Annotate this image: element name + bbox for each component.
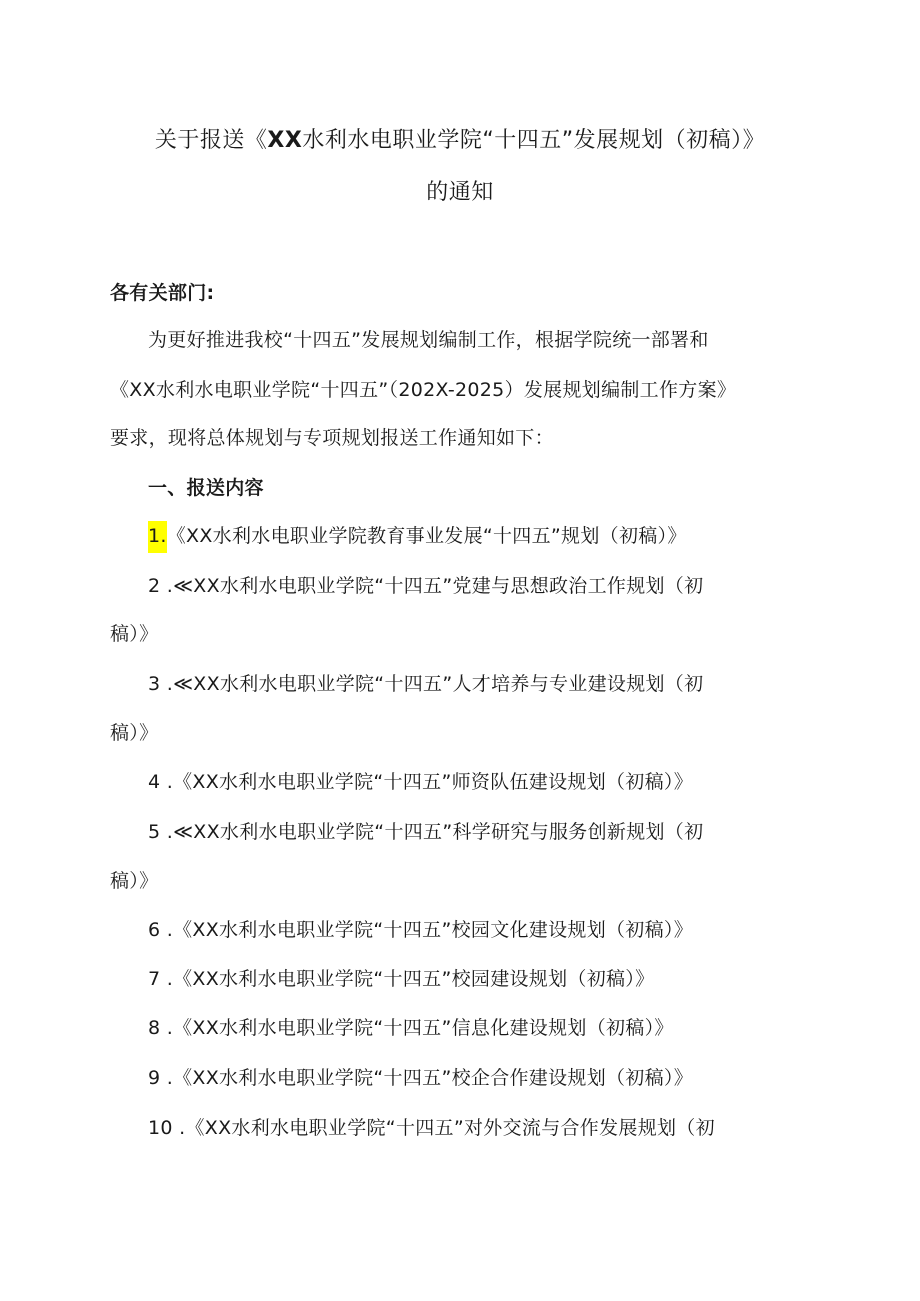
item-text: 《XX水利水电职业学院“十四五”师资队伍建设规划（初稿）》 [173, 771, 693, 793]
list-item [148, 1014, 674, 1042]
item-text: 《XX水利水电职业学院“十四五”校企合作建设规划（初稿）》 [173, 1067, 693, 1089]
list-item-continuation: 稿）》 [110, 623, 159, 645]
item-number: 9 . [148, 1067, 174, 1089]
item-text: 《XX水利水电职业学院教育事业发展“十四五”规划（初稿）》 [166, 525, 687, 547]
title-suffix: 水利水电职业学院“十四五”发展规划（初稿）》 [302, 128, 766, 153]
item-number-highlighted: 1. [148, 521, 167, 553]
list-item-continuation: 稿）》 [110, 722, 159, 744]
item-number: 8 . [148, 1017, 174, 1039]
item-number: 10 . [148, 1117, 186, 1139]
item-text: 《XX水利水电职业学院“十四五”信息化建设规划（初稿）》 [173, 1017, 674, 1039]
item-number: 2 . [148, 575, 174, 597]
item-text: ≪XX水利水电职业学院“十四五”人才培养与专业建设规划（初 [173, 673, 704, 695]
item-number: 4 . [148, 771, 174, 793]
item-text: 《XX水利水电职业学院“十四五”校园文化建设规划（初稿）》 [173, 919, 693, 941]
list-item-continuation: 稿）》 [110, 870, 159, 892]
intro-line-2: 《XX水利水电职业学院“十四五”（202X-2025）发展规划编制工作方案》 [110, 379, 737, 401]
list-item [148, 670, 703, 698]
intro-line-1: 为更好推进我校“十四五”发展规划编制工作，根据学院统一部署和 [148, 329, 709, 351]
list-item [148, 572, 703, 600]
item-number: 3 . [148, 673, 174, 695]
item-text: 《XX水利水电职业学院“十四五”校园建设规划（初稿）》 [173, 968, 655, 990]
salutation: 各有关部门: [110, 282, 215, 304]
item-text: ≪XX水利水电职业学院“十四五”科学研究与服务创新规划（初 [173, 821, 704, 843]
list-item [148, 916, 693, 944]
item-number: 6 . [148, 919, 174, 941]
intro-line-3: 要求，现将总体规划与专项规划报送工作通知如下： [110, 427, 554, 449]
list-item [148, 818, 703, 846]
list-item [148, 768, 693, 796]
item-text: 《XX水利水电职业学院“十四五”对外交流与合作发展规划（初 [185, 1117, 715, 1139]
list-item [148, 965, 654, 993]
item-number: 5 . [148, 821, 174, 843]
section-heading: 一、报送内容 [148, 477, 264, 499]
title-prefix: 关于报送《 [154, 128, 268, 153]
item-text: ≪XX水利水电职业学院“十四五”党建与思想政治工作规划（初 [173, 575, 704, 597]
document-title-line1 [100, 126, 820, 156]
document-title-line2: 的通知 [426, 180, 494, 205]
list-item [148, 1064, 693, 1092]
title-xx: XX [267, 128, 303, 153]
list-item [148, 1114, 715, 1142]
item-number: 7 . [148, 968, 174, 990]
list-item [148, 522, 687, 550]
